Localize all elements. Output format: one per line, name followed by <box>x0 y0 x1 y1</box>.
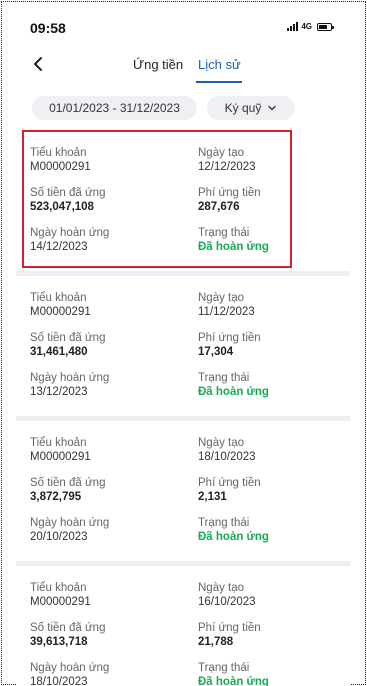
fee-label: Phí ứng tiền <box>198 187 261 199</box>
status-cell <box>198 661 348 686</box>
type-select[interactable] <box>207 96 295 120</box>
fee-cell <box>198 476 348 505</box>
sub-account-cell <box>30 146 180 175</box>
created-date-value: 16/10/2023 <box>198 596 256 608</box>
amount-label: Số tiền đã ứng <box>30 622 106 634</box>
fee-value: 21,788 <box>198 636 234 648</box>
fee-value: 287,676 <box>198 201 240 213</box>
history-card[interactable] <box>16 132 350 272</box>
created-date-cell <box>198 581 348 610</box>
created-date-label: Ngày tạo <box>198 582 245 594</box>
status-value: Đã hoàn ứng <box>198 531 269 543</box>
amount-label: Số tiền đã ứng <box>30 187 106 199</box>
fee-cell <box>198 621 348 650</box>
repay-date-label: Ngày hoàn ứng <box>30 517 110 529</box>
sub-account-value: M00000291 <box>30 596 91 608</box>
fee-value: 17,304 <box>198 346 234 358</box>
created-date-value: 11/12/2023 <box>198 306 255 318</box>
repay-date-cell <box>30 516 180 545</box>
status-value: Đã hoàn ứng <box>198 386 269 398</box>
fee-label: Phí ứng tiền <box>198 477 261 489</box>
repay-date-label: Ngày hoàn ứng <box>30 662 110 674</box>
sub-account-label: Tiểu khoản <box>30 437 87 449</box>
status-value: Đã hoàn ứng <box>198 241 269 253</box>
phone-screen <box>16 10 350 686</box>
chevron-down-icon <box>267 103 277 113</box>
amount-label: Số tiền đã ứng <box>30 477 106 489</box>
amount-value: 39,613,718 <box>30 636 88 648</box>
type-select-value: Ký quỹ <box>224 101 262 115</box>
signal-icon <box>287 22 298 31</box>
repay-date-value: 14/12/2023 <box>30 241 88 253</box>
sub-account-label: Tiểu khoản <box>30 292 87 304</box>
sub-account-value: M00000291 <box>30 451 91 463</box>
created-date-label: Ngày tạo <box>198 437 245 449</box>
repay-date-value: 18/10/2023 <box>30 676 88 686</box>
status-indicators <box>287 22 332 31</box>
tab-advance[interactable]: Ứng tiền <box>133 57 184 72</box>
amount-label: Số tiền đã ứng <box>30 332 106 344</box>
sub-account-cell <box>30 291 180 320</box>
repay-date-value: 20/10/2023 <box>30 531 88 543</box>
status-cell <box>198 516 348 545</box>
history-card[interactable] <box>16 422 350 562</box>
amount-cell <box>30 186 180 215</box>
amount-cell <box>30 476 180 505</box>
fee-label: Phí ứng tiền <box>198 622 261 634</box>
repay-date-label: Ngày hoàn ứng <box>30 372 110 384</box>
amount-value: 3,872,795 <box>30 491 82 503</box>
status-label: Trạng thái <box>198 227 250 239</box>
card-separator <box>16 416 350 421</box>
active-tab-indicator <box>196 81 242 83</box>
history-card[interactable] <box>16 277 350 417</box>
amount-cell <box>30 331 180 360</box>
fee-cell <box>198 331 348 360</box>
created-date-value: 12/12/2023 <box>198 161 256 173</box>
amount-value: 31,461,480 <box>30 346 88 358</box>
created-date-label: Ngày tạo <box>198 292 245 304</box>
status-label: Trạng thái <box>198 517 250 529</box>
repay-date-cell <box>30 371 180 400</box>
fee-value: 2,131 <box>198 491 227 503</box>
fee-cell <box>198 186 348 215</box>
sub-account-cell <box>30 436 180 465</box>
card-separator <box>16 561 350 566</box>
card-separator <box>16 271 350 276</box>
history-card[interactable] <box>16 567 350 686</box>
created-date-value: 18/10/2023 <box>198 451 256 463</box>
fee-label: Phí ứng tiền <box>198 332 261 344</box>
sub-account-label: Tiểu khoản <box>30 147 87 159</box>
repay-date-label: Ngày hoàn ứng <box>30 227 110 239</box>
sub-account-value: M00000291 <box>30 161 91 173</box>
amount-cell <box>30 621 180 650</box>
created-date-cell <box>198 291 348 320</box>
status-time: 09:58 <box>30 20 66 36</box>
repay-date-cell <box>30 661 180 686</box>
created-date-cell <box>198 436 348 465</box>
status-cell <box>198 371 348 400</box>
status-label: Trạng thái <box>198 372 250 384</box>
sub-account-cell <box>30 581 180 610</box>
sub-account-label: Tiểu khoản <box>30 582 87 594</box>
date-range-text: 01/01/2023 - 31/12/2023 <box>49 101 180 115</box>
status-label: Trạng thái <box>198 662 250 674</box>
top-navigation <box>16 50 350 80</box>
status-cell <box>198 226 348 255</box>
amount-value: 523,047,108 <box>30 201 94 213</box>
created-date-cell <box>198 146 348 175</box>
tab-history[interactable]: Lịch sử <box>198 57 241 72</box>
date-range-filter[interactable] <box>32 96 197 120</box>
repay-date-cell <box>30 226 180 255</box>
battery-icon <box>317 23 332 31</box>
status-bar <box>16 10 350 40</box>
repay-date-value: 13/12/2023 <box>30 386 88 398</box>
sub-account-value: M00000291 <box>30 306 91 318</box>
back-arrow-icon[interactable] <box>30 55 48 73</box>
status-value: Đã hoàn ứng <box>198 676 269 686</box>
network-label: 4G <box>301 22 312 31</box>
created-date-label: Ngày tạo <box>198 147 245 159</box>
